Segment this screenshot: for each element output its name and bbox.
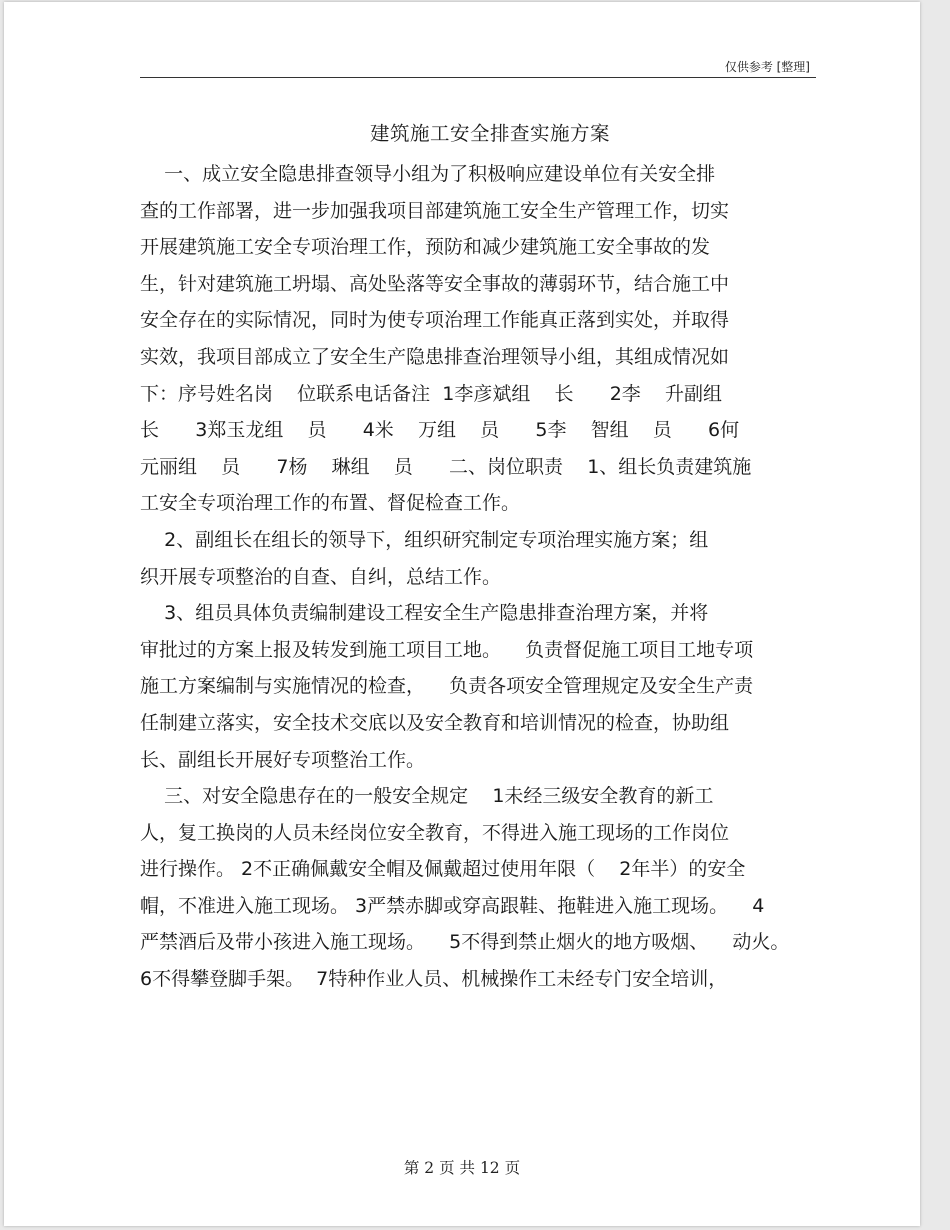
- page-number-footer: 第 2 页 共 12 页: [403, 1159, 521, 1177]
- body-line: 严禁酒后及带小孩进入施工现场。 5不得到禁止烟火的地方吸烟、 动火。: [140, 931, 790, 954]
- body-line: 实效，我项目部成立了安全生产隐患排查治理领导小组，其组成情况如: [140, 345, 730, 368]
- document-page: [4, 2, 920, 1226]
- body-line: 6不得攀登脚手架。 7特种作业人员、机械操作工未经专门安全培训，: [140, 968, 728, 991]
- body-line: 施工方案编制与实施情况的检查， 负责各项安全管理规定及安全生产责: [140, 675, 754, 698]
- body-line: 工安全专项治理工作的布置、督促检查工作。: [140, 492, 521, 515]
- body-line: 一、成立安全隐患排查领导小组为了积极响应建设单位有关安全排: [140, 163, 716, 185]
- body-line: 开展建筑施工安全专项治理工作，预防和减少建筑施工安全事故的发: [140, 236, 711, 259]
- body-line: 下：序号姓名岗 位联系电话备注 1李彦斌组 长 2李 升副组: [140, 382, 722, 405]
- body-line: 3、组员具体负责编制建设工程安全生产隐患排查治理方案，并将: [140, 602, 709, 625]
- body-line: 人，复工换岗的人员未经岗位安全教育，不得进入施工现场的工作岗位: [140, 821, 730, 844]
- body-line: 2、副组长在组长的领导下，组织研究制定专项治理实施方案；组: [140, 528, 709, 551]
- body-line: 帽，不准进入施工现场。 3严禁赤脚或穿高跟鞋、拖鞋进入施工现场。 4: [140, 894, 765, 917]
- body-line: 安全存在的实际情况，同时为使专项治理工作能真正落到实处，并取得: [140, 309, 730, 332]
- body-line: 任制建立落实，安全技术交底以及安全教育和培训情况的检查，协助组: [140, 711, 730, 734]
- body-line: 审批过的方案上报及转发到施工项目工地。 负责督促施工项目工地专项: [140, 638, 754, 661]
- body-line: 生，针对建筑施工坍塌、高处坠落等安全事故的薄弱环节，结合施工中: [140, 272, 730, 295]
- body-line: 查的工作部署，进一步加强我项目部建筑施工安全生产管理工作，切实: [140, 199, 730, 222]
- body-line: 长、副组长开展好专项整治工作。: [140, 748, 426, 771]
- document-title: 建筑施工安全排查实施方案: [369, 122, 610, 145]
- body-line: 三、对安全隐患存在的一般安全规定 1未经三级安全教育的新工: [140, 785, 714, 808]
- body-line: 织开展专项整治的自查、自纠，总结工作。: [140, 565, 502, 588]
- body-line: 长 3郑玉龙组 员 4米 万组 员 5李 智组 员 6何: [140, 419, 740, 442]
- body-line: 元丽组 员 7杨 琳组 员 二、岗位职责 1、组长负责建筑施: [140, 455, 752, 478]
- header-note: 仅供参考 [整理]: [724, 60, 810, 74]
- body-line: 进行操作。 2不正确佩戴安全帽及佩戴超过使用年限（ 2年半）的安全: [140, 858, 746, 881]
- document-body: [140, 156, 820, 998]
- header-divider: [140, 77, 816, 78]
